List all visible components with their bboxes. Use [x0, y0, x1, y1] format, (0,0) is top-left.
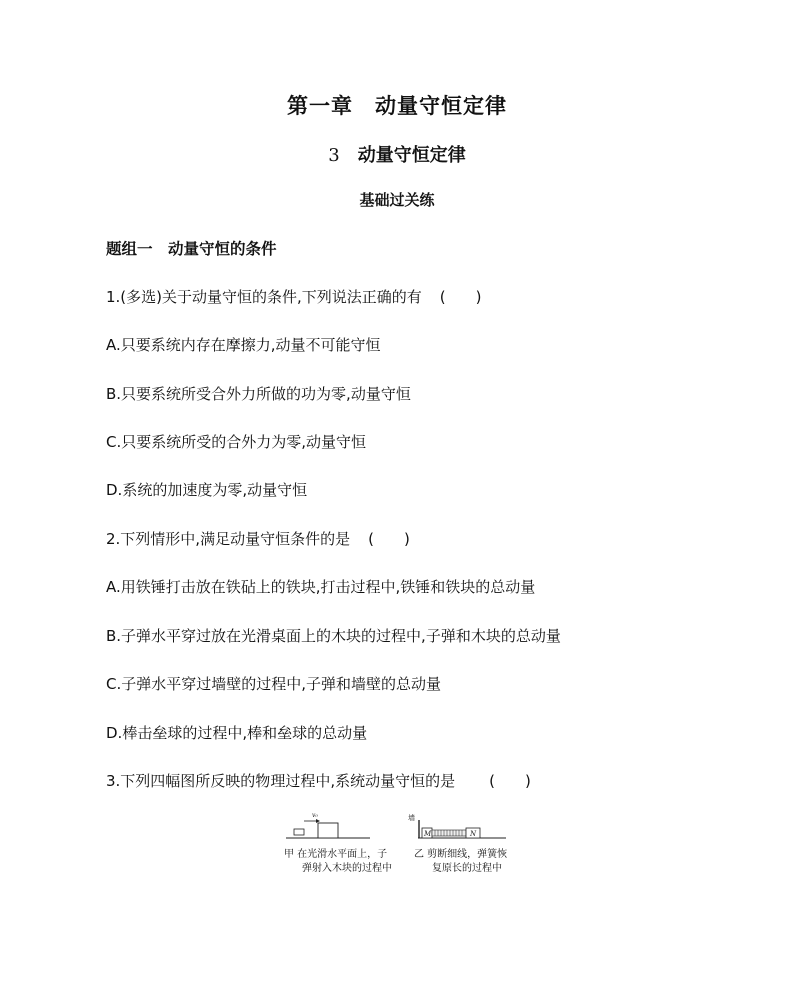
section-number: 3 [328, 145, 340, 166]
question-1-option-c: C.只要系统所受的合外力为零,动量守恒 [106, 433, 367, 451]
question-stem-text: 2.下列情形中,满足动量守恒条件的是 [106, 530, 351, 548]
section-title [0, 141, 794, 167]
group-title: 题组一 动量守恒的条件 [106, 240, 277, 258]
question-3-stem [106, 770, 531, 791]
wood-block [318, 823, 338, 838]
caption-jia-line1: 甲 在光滑水平面上，子 [284, 849, 388, 860]
caption-yi-line2: 复原长的过程中 [432, 863, 502, 874]
caption-jia-line2: 弹射入木块的过程中 [302, 863, 392, 874]
question-1-option-b: B.只要系统所受合外力所做的功为零,动量守恒 [106, 385, 411, 403]
answer-paren: ( ) [489, 772, 531, 790]
m-label: M [424, 830, 432, 838]
answer-paren: ( ) [368, 530, 410, 548]
figure-jia-diagram [282, 810, 522, 850]
question-2-option-d: D.棒击垒球的过程中,棒和垒球的总动量 [106, 724, 368, 742]
question-1-stem [106, 286, 482, 307]
question-3-figure [282, 810, 522, 880]
caption-jia [284, 848, 392, 876]
question-2-stem [106, 528, 410, 549]
section-name: 动量守恒定律 [357, 145, 466, 166]
caption-yi [414, 848, 507, 876]
question-2-option-b: B.子弹水平穿过放在光滑桌面上的木块的过程中,子弹和木块的总动量 [106, 627, 561, 645]
question-stem-text: 1.(多选)关于动量守恒的条件,下列说法正确的有 [106, 288, 422, 306]
wall-label: 墙 [408, 814, 415, 822]
question-2-option-a: A.用铁锤打击放在铁砧上的铁块,打击过程中,铁锤和铁块的总动量 [106, 578, 536, 596]
sub-title: 基础过关练 [359, 191, 435, 209]
n-label: N [470, 830, 477, 838]
chapter-title: 第一章 动量守恒定律 [287, 94, 507, 118]
question-1-option-a: A.只要系统内存在摩擦力,动量不可能守恒 [106, 336, 381, 354]
spring [432, 830, 466, 836]
bullet-shape [294, 829, 304, 835]
question-1-option-d: D.系统的加速度为零,动量守恒 [106, 481, 308, 499]
answer-paren: ( ) [439, 288, 482, 306]
velocity-label: v₀ [312, 812, 318, 819]
caption-yi-line1: 乙 剪断细线，弹簧恢 [414, 849, 508, 860]
question-stem-text: 3.下列四幅图所反映的物理过程中,系统动量守恒的是 [106, 772, 456, 790]
question-2-option-c: C.子弹水平穿过墙壁的过程中,子弹和墙壁的总动量 [106, 675, 442, 693]
